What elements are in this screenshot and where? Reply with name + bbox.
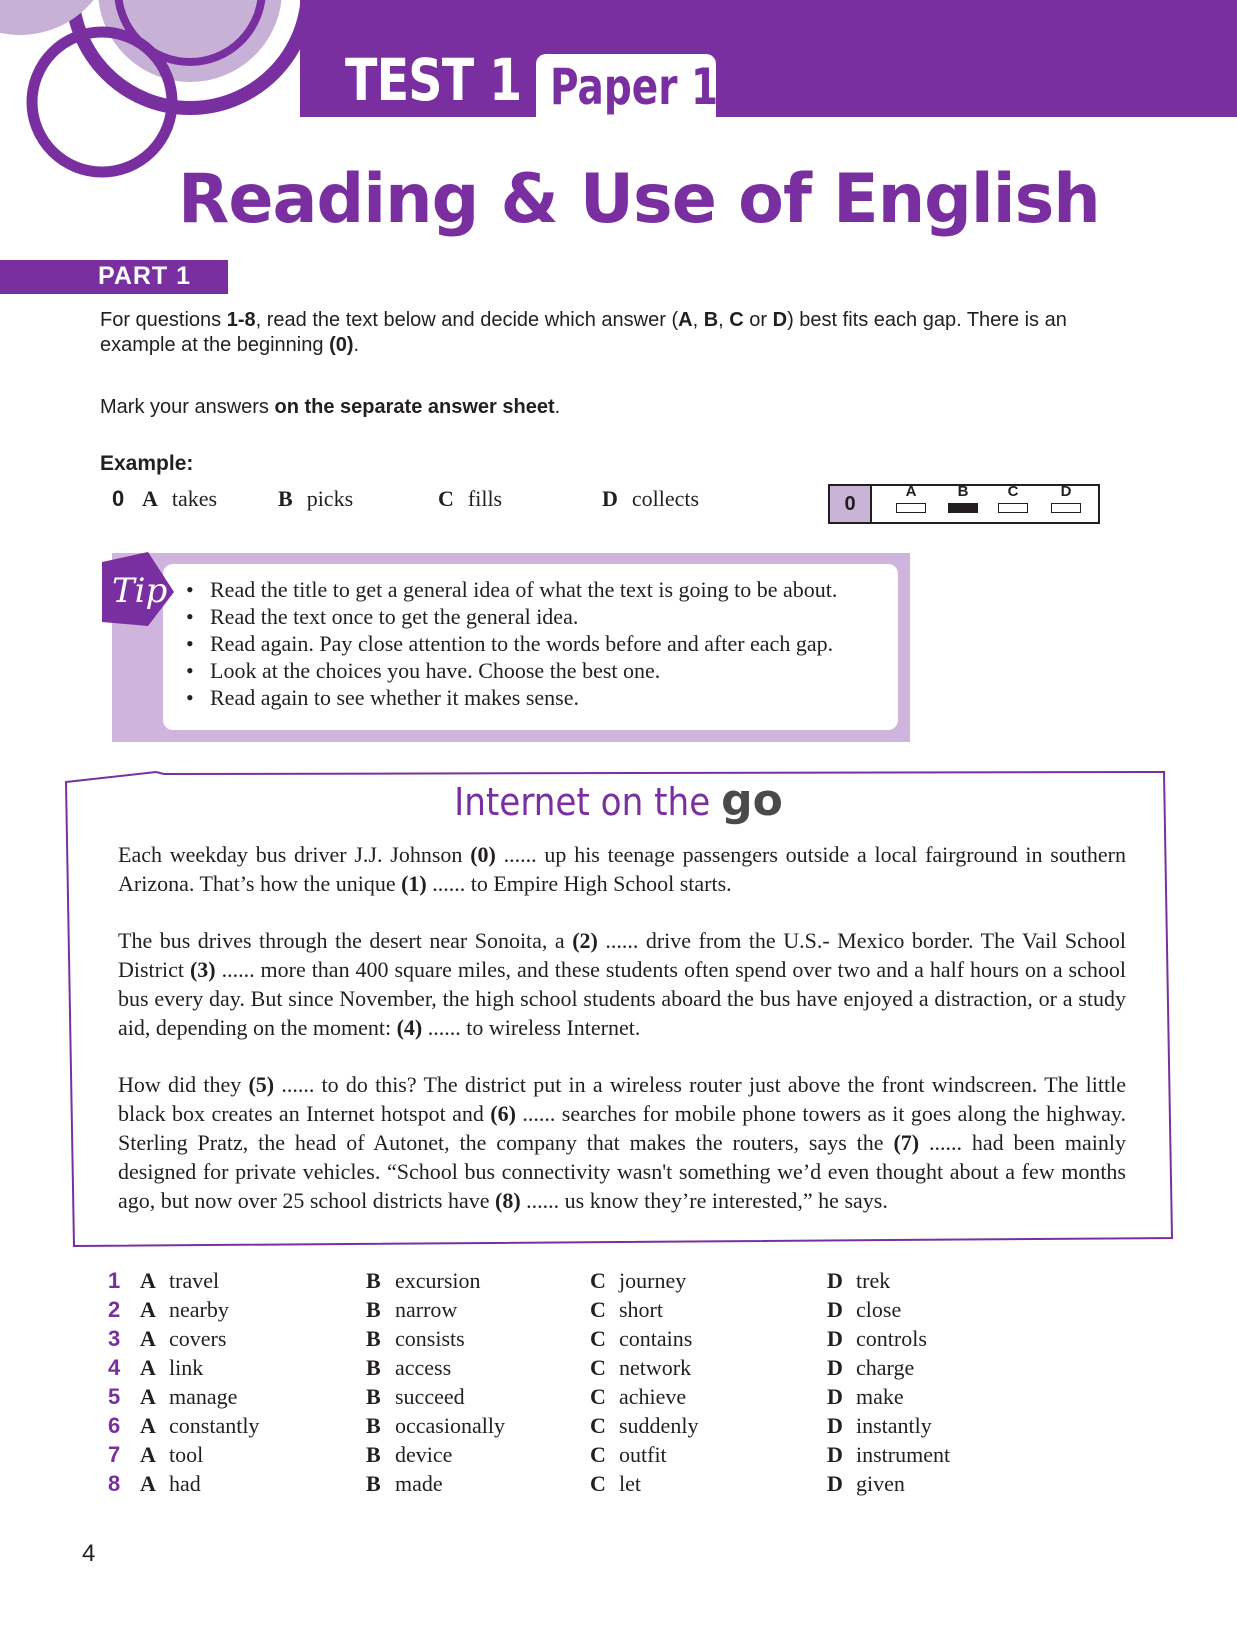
tip-item: • Read the text once to get the general idea. bbox=[186, 603, 837, 630]
option-b: B succeed bbox=[366, 1384, 465, 1409]
option-d: D given bbox=[827, 1471, 905, 1496]
answer-box-a bbox=[896, 503, 926, 513]
question-number: 4 bbox=[108, 1355, 121, 1380]
part-label: PART 1 bbox=[98, 262, 192, 290]
question-number: 7 bbox=[108, 1442, 121, 1467]
article-paragraph-3: How did they (5) ...... to do this? The district put in a wireless router just above the front windscreen. The little black box creates an Internet hotspot and (6) ...... searches for mobile phone towers as it goes along the highway. Sterling Pratz, the head of Autonet, the company that makes the routers, says the (7) ...... had been mainly designed for private vehicles. “School bus connectivity wasn't something we’d even thought about a few months ago, but now over 25 school districts have (8) ...... us know they’re interested,” he says. bbox=[118, 1072, 1127, 1213]
answer-sheet-option-d: D bbox=[1046, 484, 1086, 513]
question-row bbox=[0, 1355, 1237, 1384]
option-a: A covers bbox=[140, 1326, 227, 1351]
option-c: C journey bbox=[590, 1268, 687, 1293]
article-title: Internet on the go bbox=[454, 775, 783, 826]
decorative-circles bbox=[0, 0, 330, 180]
option-a: A tool bbox=[140, 1442, 204, 1467]
option-c: C outfit bbox=[590, 1442, 667, 1467]
example-option-a: A takes bbox=[142, 486, 218, 511]
option-c: C suddenly bbox=[590, 1413, 699, 1438]
option-a: A had bbox=[140, 1471, 201, 1496]
option-b: B narrow bbox=[366, 1297, 458, 1322]
question-number: 3 bbox=[108, 1326, 121, 1351]
option-b: B consists bbox=[366, 1326, 465, 1351]
option-a: A link bbox=[140, 1355, 204, 1380]
option-b: B excursion bbox=[366, 1268, 481, 1293]
option-b: B device bbox=[366, 1442, 453, 1467]
answer-box-d bbox=[1051, 503, 1081, 513]
article-paragraph-1: Each weekday bus driver J.J. Johnson (0) ...... up his teenage passengers outside a local fairground in southern Arizona. That’s how the unique (1) ...... to Empire High School starts. bbox=[118, 842, 1126, 896]
option-d: D make bbox=[827, 1384, 904, 1409]
option-c: C achieve bbox=[590, 1384, 687, 1409]
option-d: D instrument bbox=[827, 1442, 951, 1467]
question-number: 1 bbox=[108, 1268, 121, 1293]
example-option-b: B picks bbox=[278, 486, 354, 511]
option-d: D charge bbox=[827, 1355, 915, 1380]
article-title-go: go bbox=[721, 775, 783, 826]
question-row bbox=[0, 1268, 1237, 1297]
tip-list bbox=[186, 576, 837, 711]
question-row bbox=[0, 1471, 1237, 1500]
answer-sheet-option-a: A bbox=[891, 484, 931, 513]
option-d: D instantly bbox=[827, 1413, 932, 1438]
paper-label: Paper 1 bbox=[550, 58, 719, 116]
answer-sheet-number: 0 bbox=[830, 486, 872, 522]
option-c: C short bbox=[590, 1297, 663, 1322]
example-option-d: D collects bbox=[602, 486, 700, 511]
option-a: A travel bbox=[140, 1268, 220, 1293]
page-number: 4 bbox=[82, 1540, 96, 1567]
answer-box-b bbox=[948, 503, 978, 513]
option-d: D close bbox=[827, 1297, 902, 1322]
instructions-line-2: Mark your answers on the separate answer sheet. bbox=[100, 396, 561, 418]
question-row bbox=[0, 1384, 1237, 1413]
article-paragraph-2: The bus drives through the desert near Sonoita, a (2) ...... drive from the U.S.- Mexico border. The Vail School District (3) ...... more than 400 square miles, and these students often spend over two and a half hours on a school bus every day. But since November, the high school students aboard the bus have enjoyed a distraction, or a study aid, depending on the moment: (4) ...... to wireless Internet. bbox=[118, 928, 1126, 1040]
option-c: C contains bbox=[590, 1326, 693, 1351]
option-c: C network bbox=[590, 1355, 692, 1380]
answer-sheet-option-c: C bbox=[993, 484, 1033, 513]
answer-sheet-option-b: B bbox=[943, 484, 983, 513]
test-title: TEST 1 bbox=[345, 46, 522, 114]
tip-item: • Read the title to get a general idea of what the text is going to be about. bbox=[186, 576, 837, 603]
question-number: 5 bbox=[108, 1384, 121, 1409]
option-c: C let bbox=[590, 1471, 641, 1496]
option-a: A nearby bbox=[140, 1297, 229, 1322]
question-number: 2 bbox=[108, 1297, 121, 1322]
answer-box-c bbox=[998, 503, 1028, 513]
option-d: D trek bbox=[827, 1268, 891, 1293]
question-number: 6 bbox=[108, 1413, 121, 1438]
tip-arrow-icon bbox=[98, 552, 178, 628]
option-a: A manage bbox=[140, 1384, 238, 1409]
example-label: Example: bbox=[100, 452, 194, 475]
tip-item: • Read again to see whether it makes sense. bbox=[186, 684, 837, 711]
page-title: Reading & Use of English bbox=[178, 160, 1100, 239]
svg-text:Tip: Tip bbox=[112, 571, 168, 611]
example-number: 0 bbox=[112, 486, 125, 511]
example-option-c: C fills bbox=[438, 486, 503, 511]
instructions-line-1: For questions 1-8, read the text below and decide which answer (A, B, C or D) best fits each gap. There is an example at the beginning (0). bbox=[100, 309, 1067, 356]
option-a: A constantly bbox=[140, 1413, 260, 1438]
tip-item: • Look at the choices you have. Choose the best one. bbox=[186, 657, 837, 684]
option-b: B occasionally bbox=[366, 1413, 505, 1438]
tip-item: • Read again. Pay close attention to the words before and after each gap. bbox=[186, 630, 837, 657]
question-row bbox=[0, 1413, 1237, 1442]
option-b: B made bbox=[366, 1471, 443, 1496]
question-number: 8 bbox=[108, 1471, 121, 1496]
option-d: D controls bbox=[827, 1326, 927, 1351]
question-row bbox=[0, 1442, 1237, 1471]
option-b: B access bbox=[366, 1355, 452, 1380]
question-row bbox=[0, 1326, 1237, 1355]
question-row bbox=[0, 1297, 1237, 1326]
